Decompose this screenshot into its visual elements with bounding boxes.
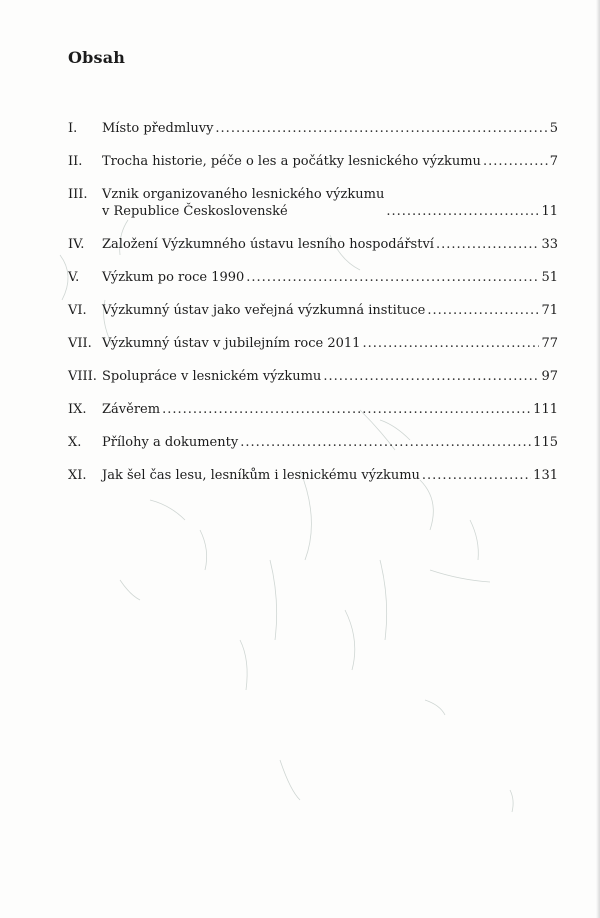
toc-entry-body	[102, 368, 558, 385]
toc-entry-numeral: IX.	[68, 402, 87, 417]
toc-entry[interactable]	[68, 236, 558, 253]
toc-entry-body	[102, 236, 558, 253]
toc-entry-numeral: VI.	[68, 303, 87, 318]
toc-entry-body	[102, 335, 558, 352]
toc-entry-numeral: VII.	[68, 336, 92, 351]
toc-dot-leader	[427, 302, 539, 319]
toc-entry-body	[102, 434, 558, 451]
toc-entry-title	[102, 335, 360, 352]
toc-entry-numeral: IV.	[68, 237, 85, 252]
toc-entry-body	[102, 153, 558, 170]
toc-entry-page: 111	[533, 402, 558, 417]
toc-entry-title-line: Závěrem	[102, 402, 161, 417]
toc-entry-numeral: XI.	[68, 468, 87, 483]
toc-entry-title-line: Výzkumný ústav v jubilejním roce 2011	[102, 336, 361, 351]
toc-entry-title-line: Trocha historie, péče o les a počátky lesnického výzkumu	[102, 154, 481, 169]
toc-entry-title-line: Vznik organizovaného lesnického výzkumu	[102, 187, 385, 202]
toc-entry-title	[102, 434, 238, 451]
toc-entry-numeral: X.	[68, 435, 82, 450]
toc-dot-leader	[436, 236, 539, 253]
toc-dot-leader	[162, 401, 531, 418]
toc-dot-leader	[215, 120, 547, 137]
toc-dot-leader	[362, 335, 539, 352]
toc-entry-title-line: Založení Výzkumného ústavu lesního hospodářství	[102, 237, 434, 252]
toc-entry-body	[102, 302, 558, 319]
toc-entry-title-line: Místo předmluvy	[102, 121, 214, 136]
toc-entry[interactable]	[68, 120, 558, 137]
toc-entry[interactable]	[68, 467, 558, 484]
toc-entry-title-line: v Republice Československé	[102, 204, 288, 219]
toc-entry-page: 77	[541, 336, 558, 351]
toc-entry[interactable]	[68, 269, 558, 286]
toc-entry-numeral: V.	[68, 270, 80, 285]
toc-dot-leader	[386, 203, 539, 220]
toc-entry-title-line: Spolupráce v lesnickém výzkumu	[102, 369, 322, 384]
toc-dot-leader	[483, 153, 548, 170]
toc-entry-page: 71	[541, 303, 558, 318]
toc-entry[interactable]	[68, 186, 558, 220]
toc-entry-page: 5	[549, 121, 558, 136]
toc-entry-body	[102, 467, 558, 484]
table-of-contents	[68, 120, 558, 500]
toc-entry-title	[102, 368, 321, 385]
toc-entry-body	[102, 186, 558, 220]
toc-entry-page: 7	[549, 154, 558, 169]
toc-dot-leader	[323, 368, 539, 385]
toc-entry[interactable]	[68, 401, 558, 418]
toc-entry-title	[102, 269, 244, 286]
toc-dot-leader	[422, 467, 531, 484]
scan-edge-shadow	[596, 0, 600, 918]
toc-entry-body	[102, 120, 558, 137]
toc-entry-title-line: Jak šel čas lesu, lesníkům i lesnickému výzkumu	[102, 468, 420, 483]
toc-dot-leader	[240, 434, 531, 451]
toc-entry-title	[102, 153, 481, 170]
toc-entry-body	[102, 269, 558, 286]
toc-entry-title-line: Výzkumný ústav jako veřejná výzkumná instituce	[102, 303, 426, 318]
toc-heading: Obsah	[68, 48, 126, 67]
toc-entry-title	[102, 186, 384, 220]
toc-entry-title	[102, 236, 434, 253]
toc-entry-numeral: II.	[68, 154, 83, 169]
toc-entry-numeral: VIII.	[68, 369, 97, 384]
toc-entry-page: 97	[541, 369, 558, 384]
toc-entry-page: 11	[541, 204, 558, 219]
toc-entry[interactable]	[68, 153, 558, 170]
toc-entry-page: 51	[541, 270, 558, 285]
toc-entry-title	[102, 302, 425, 319]
toc-entry[interactable]	[68, 368, 558, 385]
toc-entry-title-line: Přílohy a dokumenty	[102, 435, 239, 450]
toc-entry-title-line: Výzkum po roce 1990	[102, 270, 245, 285]
toc-entry-numeral: I.	[68, 121, 78, 136]
toc-entry-page: 131	[533, 468, 558, 483]
toc-entry-page: 115	[533, 435, 558, 450]
toc-entry-title	[102, 401, 160, 418]
toc-entry[interactable]	[68, 335, 558, 352]
toc-entry[interactable]	[68, 434, 558, 451]
toc-dot-leader	[246, 269, 539, 286]
toc-entry-title	[102, 467, 420, 484]
toc-entry-numeral: III.	[68, 187, 88, 202]
toc-entry-page: 33	[541, 237, 558, 252]
toc-entry-title	[102, 120, 213, 137]
toc-entry-body	[102, 401, 558, 418]
toc-entry[interactable]	[68, 302, 558, 319]
